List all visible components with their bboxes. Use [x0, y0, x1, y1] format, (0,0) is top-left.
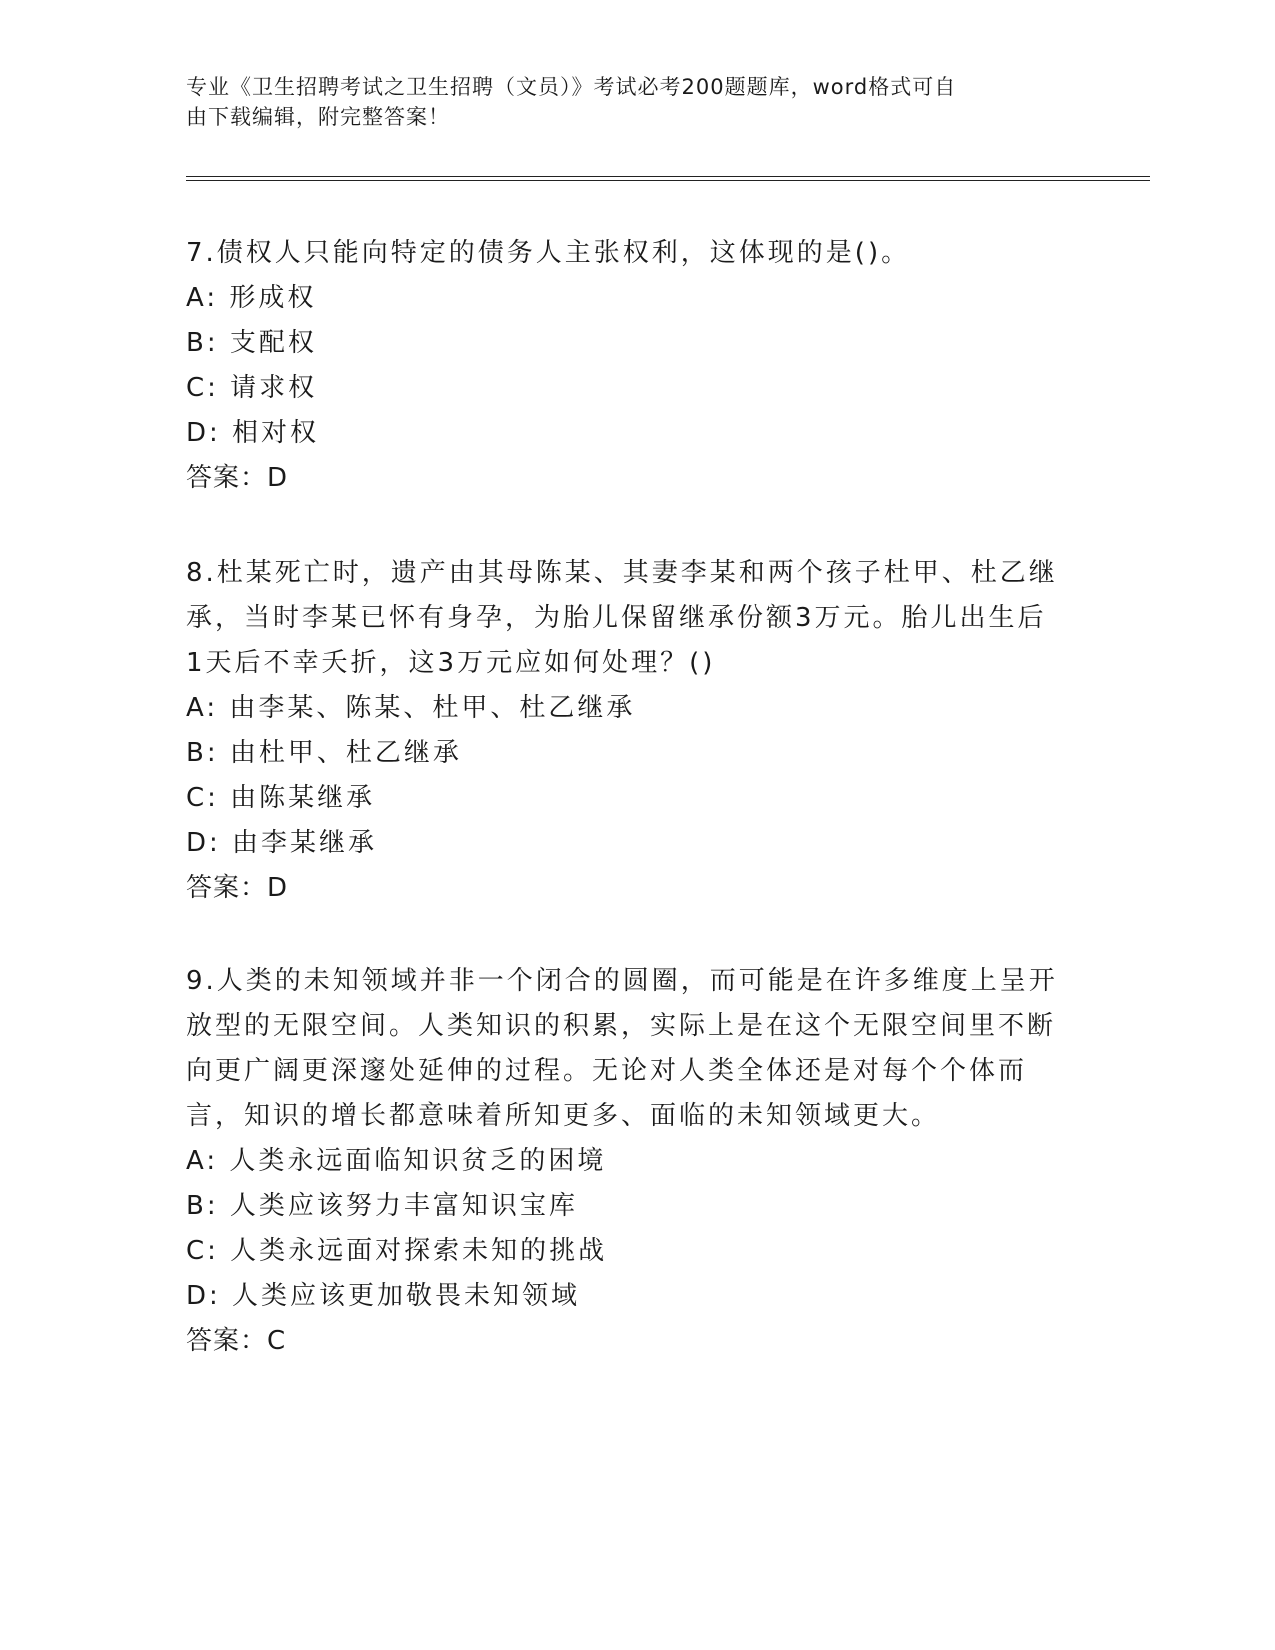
answer: 答案：D: [186, 463, 289, 493]
header-divider-top: [186, 176, 1150, 177]
option-a: A: 形成权: [186, 283, 317, 313]
option-a: A: 人类永远面临知识贫乏的困境: [186, 1146, 607, 1176]
question-9: [186, 959, 1066, 1364]
option-d: D: 由李某继承: [186, 828, 378, 858]
answer: 答案：D: [186, 873, 289, 903]
header-line-1: 专业《卫生招聘考试之卫生招聘（文员）》考试必考200题题库，word格式可自: [186, 75, 957, 99]
option-b: B: 人类应该努力丰富知识宝库: [186, 1191, 578, 1221]
option-b: B: 支配权: [186, 328, 317, 358]
question-stem: 8.杜某死亡时，遗产由其母陈某、其妻李某和两个孩子杜甲、杜乙继承，当时李某已怀有身孕，为胎儿保留继承份额3万元。胎儿出生后1天后不幸夭折，这3万元应如何处理？(): [186, 558, 1058, 678]
option-d: D: 相对权: [186, 418, 320, 448]
question-8: [186, 551, 1066, 911]
option-d: D: 人类应该更加敬畏未知领域: [186, 1281, 581, 1311]
header-divider-bottom: [186, 180, 1150, 181]
question-7: [186, 231, 1066, 501]
option-b: B: 由杜甲、杜乙继承: [186, 738, 462, 768]
question-stem: 9.人类的未知领域并非一个闭合的圆圈，而可能是在许多维度上呈开放型的无限空间。人类知识的积累，实际上是在这个无限空间里不断向更广阔更深邃处延伸的过程。无论对人类全体还是对每个个体而言，知识的增长都意味着所知更多、面临的未知领域更大。: [186, 966, 1058, 1131]
option-c: C: 请求权: [186, 373, 318, 403]
header-line-2: 由下载编辑，附完整答案！: [186, 105, 450, 129]
document-header: [186, 72, 1066, 132]
answer: 答案：C: [186, 1326, 287, 1356]
option-a: A: 由李某、陈某、杜甲、杜乙继承: [186, 693, 636, 723]
option-c: C: 人类永远面对探索未知的挑战: [186, 1236, 608, 1266]
option-c: C: 由陈某继承: [186, 783, 376, 813]
question-stem: 7.债权人只能向特定的债务人主张权利，这体现的是()。: [186, 238, 911, 268]
